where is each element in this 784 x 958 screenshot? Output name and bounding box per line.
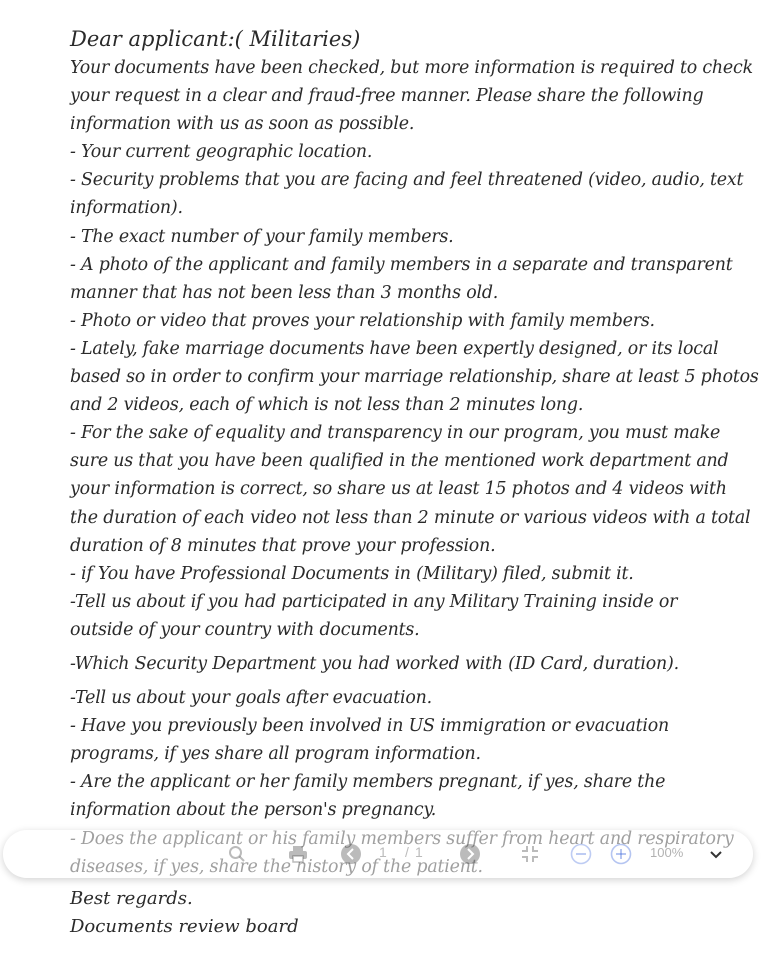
letter-line: - A photo of the applicant and family members in a separate and transparent bbox=[70, 254, 733, 275]
letter-line: your request in a clear and fraud-free manner. Please share the following bbox=[70, 86, 704, 107]
letter-line: - if You have Professional Documents in (Military) filed, submit it. bbox=[70, 563, 634, 584]
letter-paragraphs bbox=[70, 54, 759, 644]
letter-line: sure us that you have been qualified in the mentioned work department and bbox=[70, 451, 729, 472]
search-icon[interactable] bbox=[225, 842, 249, 866]
letter-line: based so in order to confirm your marriage relationship, share at least 5 photos bbox=[70, 367, 759, 388]
letter-line: - Have you previously been involved in US immigration or evacuation bbox=[70, 716, 670, 737]
letter-closing: Best regards. bbox=[70, 887, 193, 909]
pdf-toolbar bbox=[3, 830, 753, 878]
letter-line: your information is correct, so share us at least 15 photos and 4 videos with bbox=[70, 479, 727, 500]
page-total: 1 bbox=[415, 844, 423, 860]
letter-body bbox=[70, 24, 759, 941]
letter-line: - Lately, fake marriage documents have been expertly designed, or its local bbox=[70, 338, 719, 359]
letter-line: programs, if yes share all program information. bbox=[70, 744, 481, 765]
next-page-icon[interactable] bbox=[458, 842, 482, 866]
page-separator: / bbox=[405, 844, 409, 860]
letter-line-security-department: -Which Security Department you had worked with (ID Card, duration). bbox=[70, 653, 679, 674]
letter-line: information about the person's pregnancy. bbox=[70, 800, 437, 821]
zoom-level[interactable]: 100% bbox=[650, 845, 684, 860]
letter-line: information with us as soon as possible. bbox=[70, 114, 415, 135]
zoom-out-icon[interactable] bbox=[569, 842, 593, 866]
prev-page-icon[interactable] bbox=[339, 842, 363, 866]
letter-line: - Are the applicant or her family members pregnant, if yes, share the bbox=[70, 772, 666, 793]
letter-line: and 2 videos, each of which is not less than 2 minutes long. bbox=[70, 395, 584, 416]
letter-line: - For the sake of equality and transparency in our program, you must make bbox=[70, 423, 721, 444]
letter-line: -Tell us about if you had participated in any Military Training inside or bbox=[70, 591, 678, 612]
letter-line: - Your current geographic location. bbox=[70, 142, 373, 163]
letter-line: -Tell us about your goals after evacuation. bbox=[70, 688, 432, 709]
letter-line: manner that has not been less than 3 months old. bbox=[70, 282, 499, 303]
print-icon[interactable] bbox=[286, 842, 310, 866]
fit-page-icon[interactable] bbox=[518, 842, 542, 866]
letter-line: - Security problems that you are facing and feel threatened (video, audio, text bbox=[70, 170, 744, 191]
letter-line: - The exact number of your family members. bbox=[70, 226, 454, 247]
letter-line: the duration of each video not less than 2 minute or various videos with a total bbox=[70, 507, 751, 528]
zoom-in-icon[interactable] bbox=[609, 842, 633, 866]
letter-line: duration of 8 minutes that prove your profession. bbox=[70, 535, 496, 556]
letter-line: Your documents have been checked, but more information is required to check bbox=[70, 58, 753, 78]
letter-signature: Documents review board bbox=[70, 915, 299, 937]
letter-greeting: Dear applicant:( Militaries) bbox=[70, 27, 361, 51]
letter-line: - Photo or video that proves your relationship with family members. bbox=[70, 310, 655, 331]
letter-line: information). bbox=[70, 198, 183, 219]
page-current[interactable]: 1 bbox=[379, 844, 387, 860]
letter-line: outside of your country with documents. bbox=[70, 619, 420, 640]
chevron-down-icon[interactable] bbox=[706, 844, 726, 864]
